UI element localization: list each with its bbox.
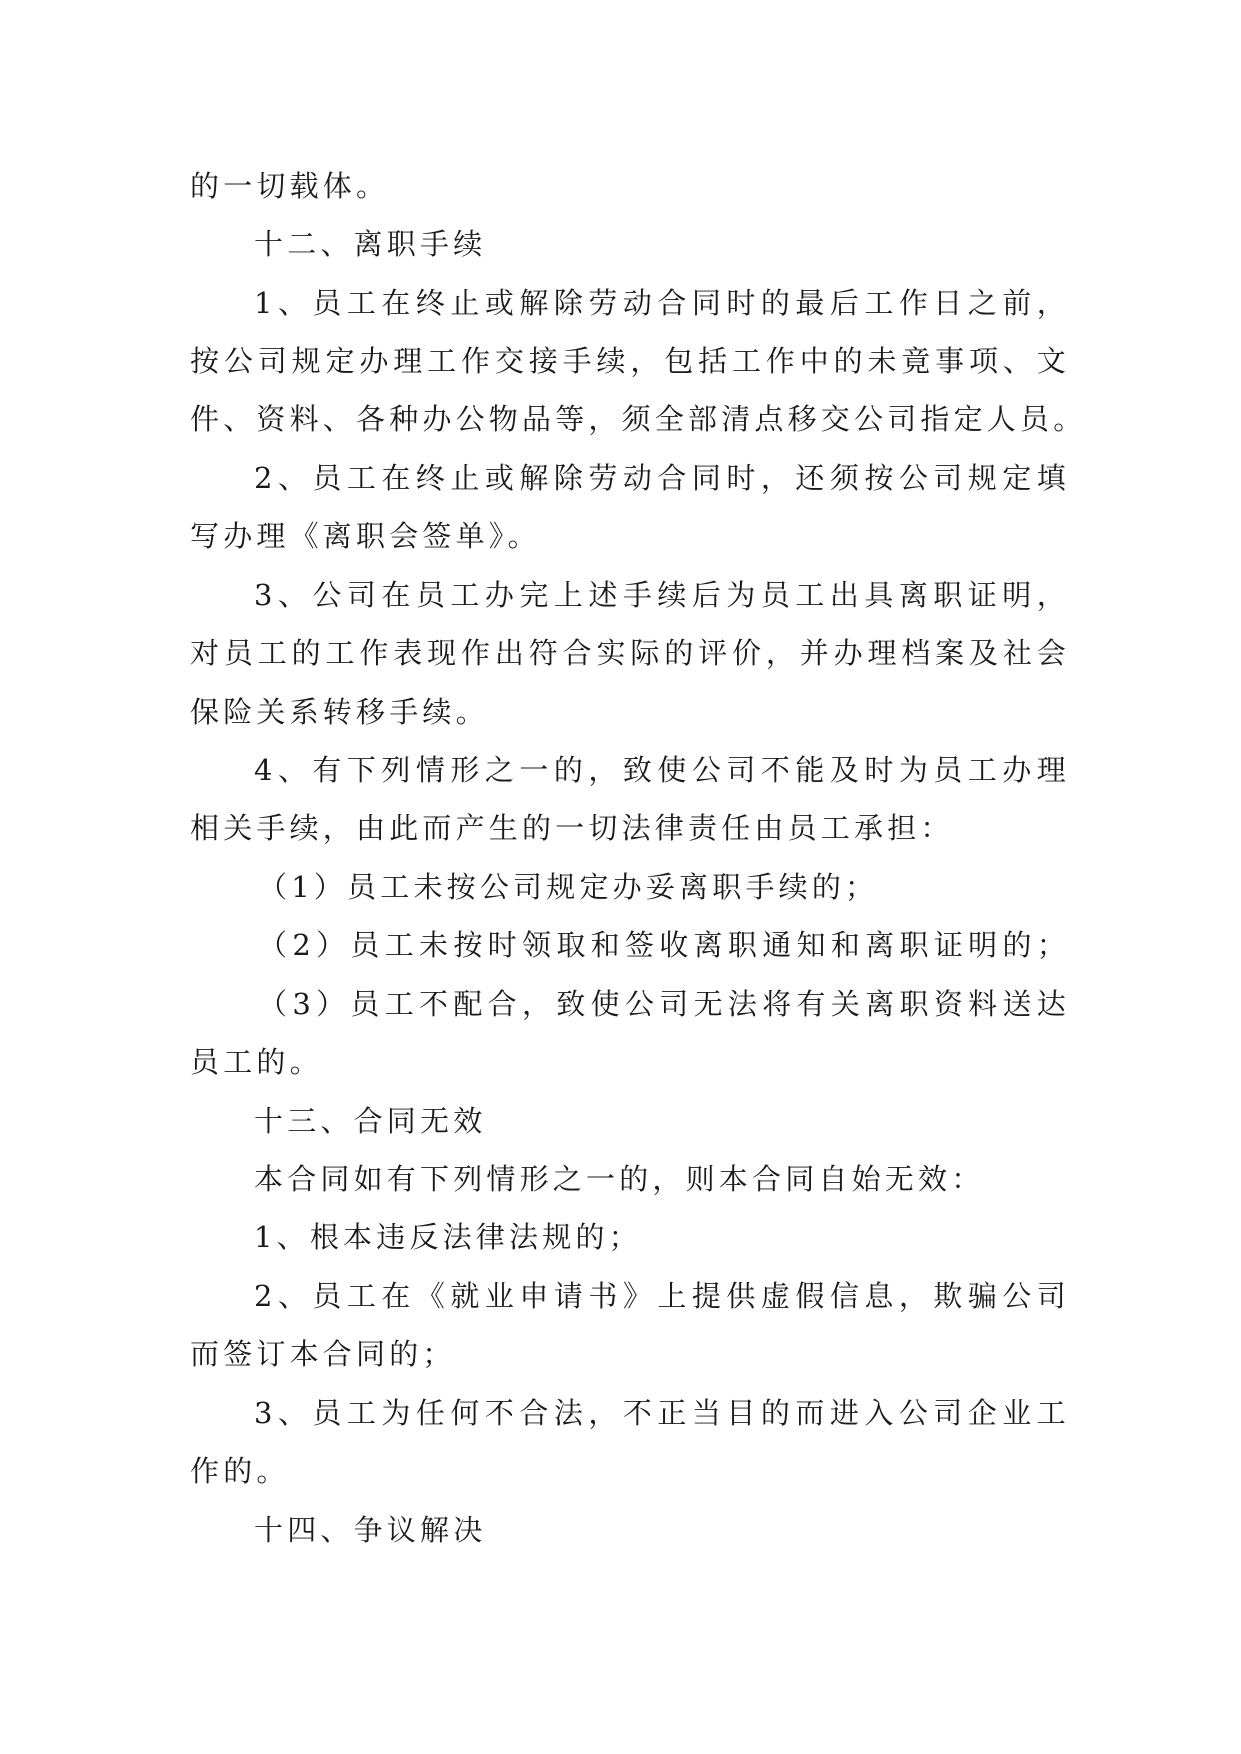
list-item: （1）员工未按公司规定办妥离职手续的； bbox=[258, 870, 879, 904]
text-line: 按公司规定办理工作交接手续，包括工作中的未竟事项、文 bbox=[190, 344, 1070, 378]
text-line: 保险关系转移手续。 bbox=[190, 695, 489, 729]
text-line: 对员工的工作表现作出符合实际的评价，并办理档案及社会 bbox=[190, 636, 1070, 670]
text-line: 员工的。 bbox=[190, 1045, 323, 1079]
list-item: （3）员工不配合，致使公司无法将有关离职资料送达 bbox=[258, 987, 1070, 1021]
list-item: 3、员工为任何不合法，不正当目的而进入公司企业工 bbox=[254, 1396, 1070, 1430]
section-heading: 十三、合同无效 bbox=[254, 1104, 487, 1138]
list-item: （2）员工未按时领取和签收离职通知和离职证明的； bbox=[258, 928, 1070, 962]
text-line: 作的。 bbox=[190, 1454, 290, 1488]
text-line: 3、公司在员工办完上述手续后为员工出具离职证明， bbox=[254, 578, 1070, 612]
section-heading: 十二、离职手续 bbox=[254, 227, 487, 261]
text-line: 写办理《离职会签单》。 bbox=[190, 519, 541, 553]
text-line: 2、员工在终止或解除劳动合同时，还须按公司规定填 bbox=[254, 461, 1070, 495]
list-item: 1、根本违反法律法规的； bbox=[254, 1220, 642, 1254]
text-line: 4、有下列情形之一的，致使公司不能及时为员工办理 bbox=[254, 753, 1070, 787]
text-line: 而签订本合同的； bbox=[190, 1337, 456, 1371]
text-line: 的一切载体。 bbox=[190, 169, 390, 203]
text-line: 本合同如有下列情形之一的，则本合同自始无效： bbox=[254, 1162, 985, 1196]
text-line: 相关手续，由此而产生的一切法律责任由员工承担： bbox=[190, 811, 954, 845]
text-line: 1、员工在终止或解除劳动合同时的最后工作日之前， bbox=[254, 286, 1070, 320]
text-line: 件、资料、各种办公物品等，须全部清点移交公司指定人员。 bbox=[190, 402, 1087, 436]
list-item: 2、员工在《就业申请书》上提供虚假信息，欺骗公司 bbox=[254, 1279, 1070, 1313]
section-heading: 十四、争议解决 bbox=[254, 1513, 487, 1547]
